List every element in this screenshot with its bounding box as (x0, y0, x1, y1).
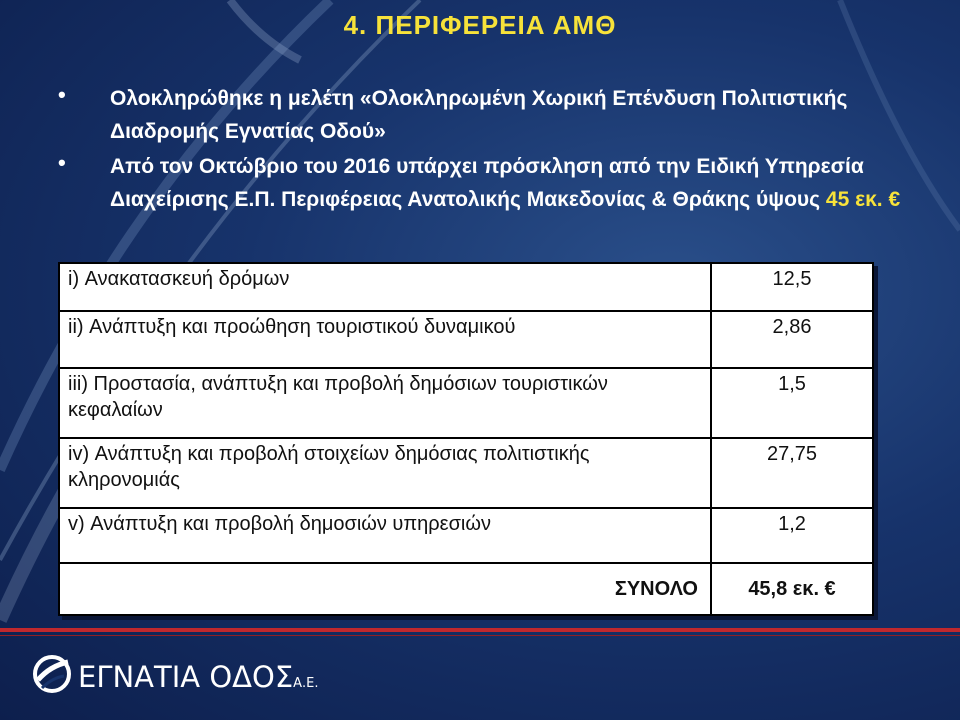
total-label: ΣΥΝΟΛΟ (59, 563, 711, 615)
table-row (59, 368, 873, 438)
slide-title: 4. ΠΕΡΙΦΕΡΕΙΑ ΑΜΘ (343, 10, 617, 40)
logo-suffix: Α.Ε. (293, 676, 319, 691)
bullet-item (58, 150, 918, 216)
row-value: 27,75 (711, 438, 873, 508)
row-value: 1,2 (711, 508, 873, 562)
bullet-item (58, 82, 918, 148)
table-row (59, 263, 873, 311)
row-label: iv) Ανάπτυξη και προβολή στοιχείων δημόσιας πολιτιστικής κληρονομιάς (59, 438, 711, 508)
total-value: 45,8 εκ. € (711, 563, 873, 615)
footer-divider-thin (0, 635, 960, 636)
table-row (59, 508, 873, 562)
footer-divider (0, 628, 960, 632)
company-logo-text (78, 660, 319, 694)
bullet-symbol: • (58, 82, 66, 107)
row-value: 1,5 (711, 368, 873, 438)
row-label: iii) Προστασία, ανάπτυξη και προβολή δημόσιων τουριστικών κεφαλαίων (59, 368, 711, 438)
table-row (59, 311, 873, 367)
budget-table (58, 262, 874, 616)
bullet-highlight-amount: 45 εκ. € (825, 188, 901, 211)
table-total-row (59, 563, 873, 615)
row-label: ii) Ανάπτυξη και προώθηση τουριστικού δυναμικού (59, 311, 711, 367)
table-row (59, 438, 873, 508)
bullet-list (58, 82, 918, 218)
row-value: 12,5 (711, 263, 873, 311)
row-value: 2,86 (711, 311, 873, 367)
logo-name: ΕΓΝΑΤΙΑ ΟΔΟΣ (78, 660, 294, 694)
bullet-text (110, 150, 918, 216)
row-label: i) Ανακατασκευή δρόμων (59, 263, 711, 311)
bullet-text-main: Από τον Οκτώβριο του 2016 υπάρχει πρόσκληση από την Ειδική Υπηρεσία Διαχείρισης Ε.Π. Περιφέρειας Ανατολικής Μακεδονίας & Θράκης ύψους (110, 155, 864, 211)
bullet-symbol: • (58, 150, 66, 175)
row-label: v) Ανάπτυξη και προβολή δημοσιών υπηρεσιών (59, 508, 711, 562)
egnatia-logo-icon (30, 648, 74, 700)
bullet-text: Ολοκληρώθηκε η μελέτη «Ολοκληρωμένη Χωρική Επένδυση Πολιτιστικής Διαδρομής Εγνατίας Οδού» (110, 87, 848, 143)
